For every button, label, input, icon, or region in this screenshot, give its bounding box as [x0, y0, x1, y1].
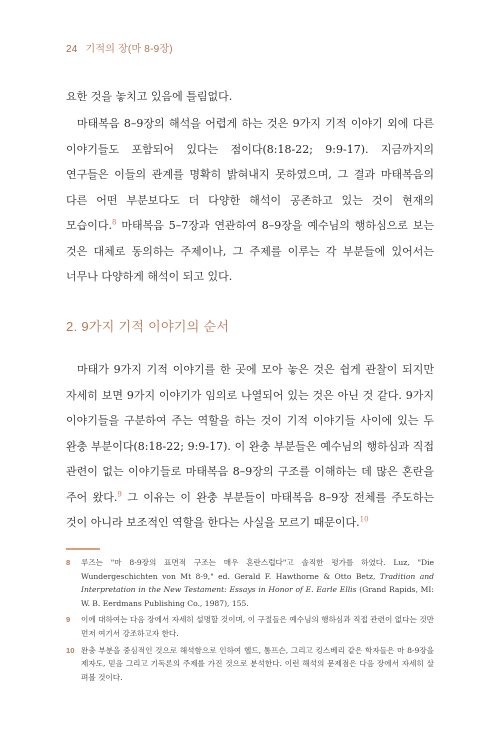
footnote-divider: [66, 548, 100, 550]
footnote-ref-9: 9: [117, 489, 122, 498]
running-title: 기적의 장(마 8-9장): [85, 44, 173, 55]
page-number: 24: [66, 44, 78, 55]
footnote-ref-10: 10: [359, 515, 369, 524]
footnotes: [66, 556, 434, 687]
paragraph-continuation: 요한 것을 놓치고 있음에 틀림없다.: [66, 90, 233, 103]
section-heading: 2. 9가지 기적 이야기의 순서: [66, 319, 230, 334]
footnote-ref-8: 8: [112, 218, 117, 227]
footnote-number: 10: [66, 645, 75, 655]
footnote-8: [66, 556, 434, 610]
footnote-10: [66, 644, 434, 685]
footnote-text: 루즈는 "마 8-9장의 표면적 구조는 매우 혼란스럽다"고 솔직한 평가를 하였다. Luz, "Die Wundergeschichten von Mt 8-9," ed. Gerald F. Hawthorne & Otto Betz,: [81, 558, 434, 581]
paragraph-text: 그 이유는 이 완충 부분들이 마태복음 8–9장 전체를 주도하는 것이 아니라 보조적인 역할을 한다는 사실을 모르기 때문이다.: [66, 490, 434, 529]
footnote-text: (Grand Rapids, MI: W. B. Eerdmans Publishing Co., 1987), 155.: [81, 585, 434, 608]
footnote-number: 9: [66, 615, 71, 625]
footnote-text: 이에 대하여는 다음 장에서 자세히 설명할 것이며, 이 구절들은 예수님의 행하심과 직접 관련이 없다는 것만 먼저 여기서 강조하고자 한다.: [81, 615, 434, 638]
paragraph-order: [66, 357, 434, 536]
footnote-text: 완충 부분을 중심적인 것으로 해석함으로 인하여 헬드, 톰프슨, 그리고 킹스베리 같은 학자들은 마 8-9장을 제자도, 믿음 그리고 기독론의 주제를 가진 것으로 분석한다. 이런 해석의 문제점은 다음 장에서 자세히 살펴볼 것이다.: [81, 645, 434, 682]
footnote-number: 8: [66, 558, 71, 567]
paragraph-text: 마태가 9가지 기적 이야기를 한 곳에 모아 놓은 것은 쉽게 관찰이 되지만 자세히 보면 9가지 이야기가 임의로 나열되어 있는 것은 아닌 것 같다. 9가지 이야기들을 구분하여 주는 역할을 하는 것이 기적 이야기들 사이에 있는 두 완충 부분이다(8:18-22; 9:9-17). 이 완충 부분들은 예수님의 행하심과 직접 관련이 없는 이야기들로 마태복음 8–9장의 구조를 이해하는 데 많은 혼란을 주어 왔다.: [66, 363, 434, 504]
footnote-9: [66, 613, 434, 640]
paragraph-text: 마태복음 8–9장의 해석을 어렵게 하는 것은 9가지 기적 이야기 외에 다른 이야기들도 포함되어 있다는 점이다(8:18-22; 9:9-17). 지금까지의 연구들은 이들의 관계를 명확히 밝혀내지 못하였으며, 그 결과 마태복음의 다른 어떤 부분보다도 더 다양한 해석이 공존하고 있는 것이 현재의 모습이다.: [66, 117, 434, 232]
footnote-book-title: Tradition and Interpretation in the New Testament: Essays in Honor of E. Earle Ellis: [81, 571, 434, 595]
paragraph-interpretation: [66, 111, 434, 290]
paragraph-text: 마태복음 5–7장과 연관하여 8–9장을 예수님의 행하심으로 보는 것은 대체로 동의하는 주제이나, 그 주제를 이루는 각 부분들에 있어서는 너무나 다양하게 해석이 되고 있다.: [66, 219, 434, 283]
running-header: [66, 40, 173, 55]
